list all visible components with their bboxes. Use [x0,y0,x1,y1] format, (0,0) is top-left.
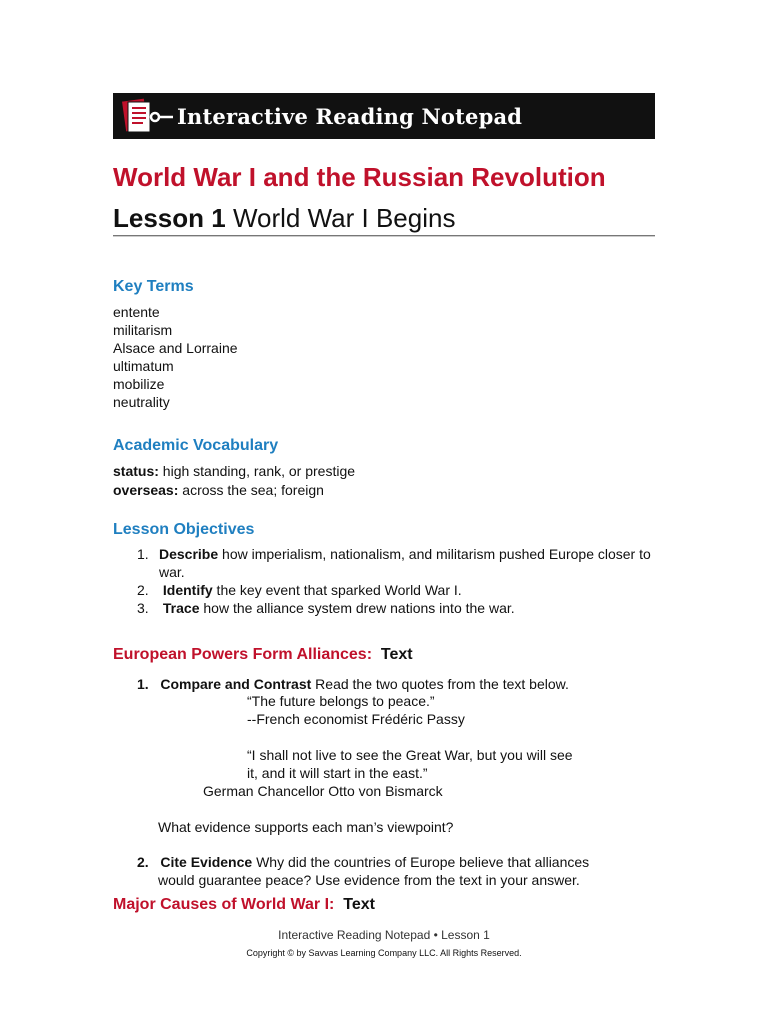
section-heading-causes [113,896,375,914]
lesson-title [113,203,455,234]
question-1 [137,675,569,693]
question-2 [137,853,589,871]
question-number: 1. [137,676,149,692]
objective-text: how the alliance system drew nations into the war. [199,600,515,616]
objective-number: 3. [137,600,149,616]
objective-item [137,599,659,617]
lesson-objectives-heading: Lesson Objectives [113,521,255,538]
key-term: entente [113,304,160,320]
question-2-text-cont: would guarantee peace? Use evidence from the text in your answer. [158,872,580,888]
objective-item [137,545,659,581]
question-label: Compare and Contrast [160,676,312,692]
quote-2-text: “I shall not live to see the Great War, but you will see [247,747,573,763]
vocab-item [113,462,355,481]
lesson-name: World War I Begins [225,203,456,233]
academic-vocabulary-heading: Academic Vocabulary [113,437,279,454]
section-suffix: Text [380,646,413,663]
question-1-prompt: What evidence supports each man’s viewpoint? [158,819,454,835]
objective-verb: Trace [162,600,200,616]
key-term: ultimatum [113,358,174,374]
objective-verb: Describe [159,546,219,562]
quote-2-text-cont: it, and it will start in the east.” [247,765,428,781]
key-term: Alsace and Lorraine [113,340,238,356]
key-term: militarism [113,322,173,338]
notepad-key-icon [113,93,173,139]
key-terms-heading: Key Terms [113,278,194,295]
objective-item [137,581,659,599]
question-number: 2. [137,854,149,870]
key-term: mobilize [113,376,165,392]
quote-2-attribution: German Chancellor Otto von Bismarck [203,783,443,799]
title-divider [113,235,655,236]
key-terms-list [113,303,238,411]
objective-number: 1. [137,546,149,562]
question-label: Cite Evidence [160,854,253,870]
objective-text: the key event that sparked World War I. [212,582,462,598]
banner-title: Interactive Reading Notepad [177,103,523,129]
section-title: Major Causes of World War I: [113,896,335,913]
objective-text: how imperialism, nationalism, and militarism pushed Europe closer to war. [159,546,651,580]
objectives-list [137,545,659,617]
question-text: Why did the countries of Europe believe that alliances [252,854,590,870]
footer-title: Interactive Reading Notepad • Lesson 1 [278,928,490,942]
section-heading-alliances [113,646,413,664]
vocab-term: status: [113,463,159,479]
question-text: Read the two quotes from the text below. [311,676,569,692]
vocab-term: overseas: [113,482,179,498]
objective-verb: Identify [162,582,213,598]
vocab-item [113,481,324,500]
quote-1-attribution: --French economist Frédéric Passy [247,711,465,727]
vocab-definition: high standing, rank, or prestige [158,463,356,479]
banner [113,93,655,139]
page-title: World War I and the Russian Revolution [113,162,606,192]
objective-number: 2. [137,582,149,598]
section-title: European Powers Form Alliances: [113,646,373,663]
footer-copyright: Copyright © by Savvas Learning Company LLC. All Rights Reserved. [246,948,522,958]
vocab-definition: across the sea; foreign [178,482,324,498]
quote-1-text: “The future belongs to peace.” [247,693,435,709]
section-suffix: Text [343,896,375,913]
key-term: neutrality [113,394,170,410]
lesson-label: Lesson 1 [113,203,226,233]
